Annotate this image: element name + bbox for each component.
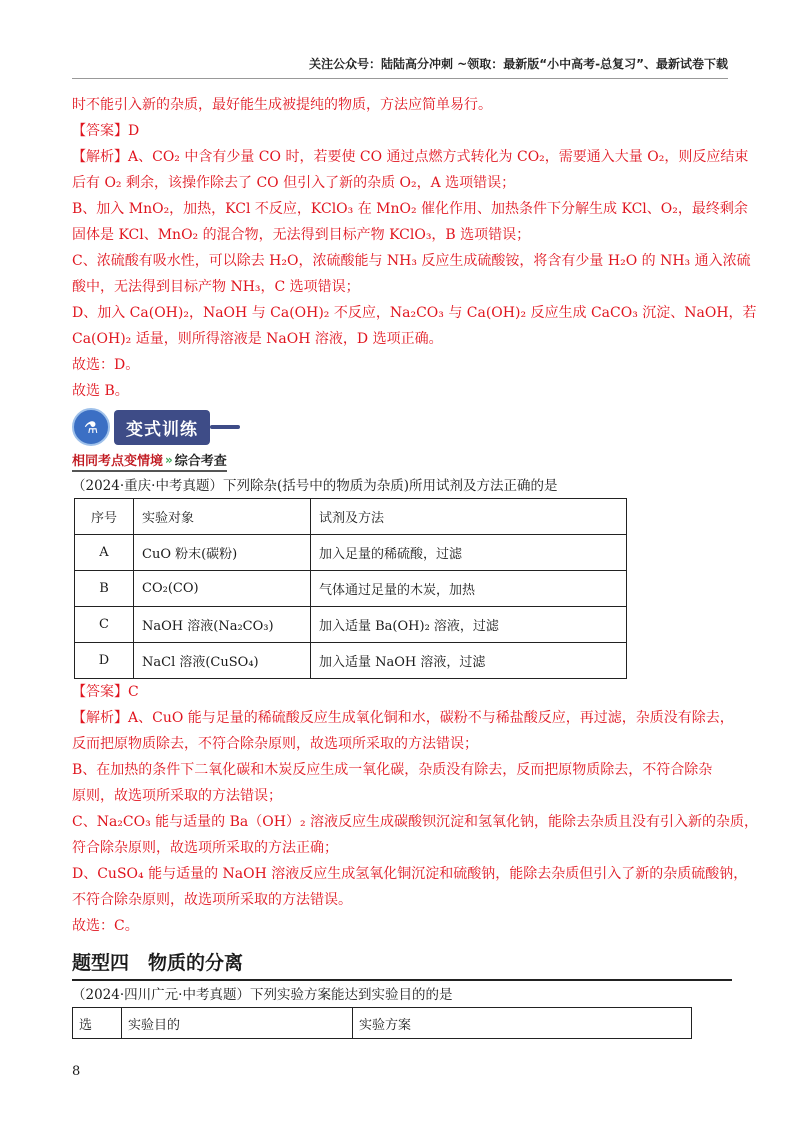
page-content — [72, 92, 759, 1039]
header-divider — [72, 78, 728, 79]
q1-analysis-line-8: 故选：D。 — [72, 357, 140, 373]
q1-answer-value: D — [128, 123, 140, 139]
table-cell: B — [75, 571, 134, 607]
q1-analysis-line-1: 后有 O₂ 剩余，该操作除去了 CO 但引入了新的杂质 O₂，A 选项错误； — [72, 175, 516, 191]
q3-options-table — [72, 1007, 692, 1039]
banner-swoosh — [210, 425, 240, 429]
q2-analysis-label: 【解析】 — [72, 710, 128, 726]
table-row — [75, 643, 627, 679]
q2-analysis-line-3: 原则，故选项所采取的方法错误； — [72, 788, 282, 804]
table-cell: CO₂(CO) — [134, 571, 311, 607]
table-cell: 加入足量的稀硫酸，过滤 — [311, 535, 627, 571]
table-header-cell: 实验方案 — [353, 1008, 692, 1039]
banner-title: 变式训练 — [114, 410, 210, 445]
section-divider — [72, 979, 732, 981]
table-cell: NaOH 溶液(Na₂CO₃) — [134, 607, 311, 643]
page-number: 8 — [72, 1064, 81, 1079]
q2-stem: （2024·重庆·中考真题）下列除杂(括号中的物质为杂质)所用试剂及方法正确的是 — [72, 478, 558, 494]
table-header-row — [73, 1008, 692, 1039]
q2-analysis-line-5: 符合除杂原则，故选项所采取的方法正确； — [72, 840, 338, 856]
table-cell: NaCl 溶液(CuSO₄) — [134, 643, 311, 679]
table-row — [75, 607, 627, 643]
table-row — [75, 535, 627, 571]
q2-analysis-line-2: B、在加热的条件下二氧化碳和木炭反应生成一氧化碳，杂质没有除去，反而把原物质除去，不符合除杂 — [72, 762, 713, 778]
subhead-part2: 综合考查 — [174, 454, 227, 469]
table-header-cell: 选 — [73, 1008, 122, 1039]
table-header-cell: 实验目的 — [122, 1008, 353, 1039]
q2-analysis-line-0 — [72, 705, 732, 731]
q1-answer-label: 【答案】 — [72, 123, 128, 139]
q1-analysis-line-4: C、浓硫酸有吸水性，可以除去 H₂O，浓硫酸能与 NH₃ 反应生成硫酸铵，将含有少量 H₂O 的 NH₃ 通入浓硫 — [72, 253, 751, 269]
q2-answer — [72, 679, 732, 705]
q2-answer-label: 【答案】 — [72, 684, 128, 700]
table-header-row — [75, 499, 627, 535]
table-cell: 加入适量 NaOH 溶液，过滤 — [311, 643, 627, 679]
table-header-cell: 试剂及方法 — [311, 499, 627, 535]
variant-training-banner — [72, 406, 732, 448]
q2-analysis-text-0: A、CuO 能与足量的稀硫酸反应生成氧化铜和水，碳粉不与稀盐酸反应，再过滤，杂质没有除去， — [128, 710, 734, 726]
subhead-part1: 相同考点变情境 — [72, 454, 164, 469]
q1-analysis-line-3: 固体是 KCl、MnO₂ 的混合物，无法得到目标产物 KClO₃，B 选项错误； — [72, 227, 531, 243]
q1-analysis-line-5: 酸中，无法得到目标产物 NH₃，C 选项错误； — [72, 279, 360, 295]
table-cell: A — [75, 535, 134, 571]
table-cell: 气体通过足量的木炭，加热 — [311, 571, 627, 607]
table-header-cell: 实验对象 — [134, 499, 311, 535]
q2-options-table — [74, 498, 627, 679]
table-cell: 加入适量 Ba(OH)₂ 溶液，过滤 — [311, 607, 627, 643]
variant-subheading — [72, 450, 227, 472]
q2-analysis-line-4: C、Na₂CO₃ 能与适量的 Ba（OH）₂ 溶液反应生成碳酸钡沉淀和氢氧化钠，能除去杂质且没有引入新的杂质， — [72, 814, 759, 830]
q1-analysis-line-7: Ca(OH)₂ 适量，则所得溶液是 NaOH 溶液，D 选项正确。 — [72, 331, 443, 347]
q2-answer-value: C — [128, 684, 139, 700]
q2-analysis-line-6: D、CuSO₄ 能与适量的 NaOH 溶液反应生成氢氧化铜沉淀和硫酸钠，能除去杂质但引入了新的杂质硫酸钠， — [72, 866, 748, 882]
table-header-cell: 序号 — [75, 499, 134, 535]
intro-line: 时不能引入新的杂质，最好能生成被提纯的物质，方法应简单易行。 — [72, 97, 492, 113]
q1-final: 故选 B。 — [72, 383, 129, 399]
table-row — [75, 571, 627, 607]
q3-stem: （2024·四川广元·中考真题）下列实验方案能达到实验目的的是 — [72, 987, 453, 1003]
table-cell: C — [75, 607, 134, 643]
section-title: 题型四 物质的分离 — [72, 952, 244, 974]
double-arrow-icon: » — [165, 452, 173, 467]
q1-analysis-line-6: D、加入 Ca(OH)₂，NaOH 与 Ca(OH)₂ 不反应，Na₂CO₃ 与 Ca(OH)₂ 反应生成 CaCO₃ 沉淀、NaOH，若 — [72, 305, 757, 321]
table-cell: D — [75, 643, 134, 679]
q2-analysis-line-1: 反而把原物质除去，不符合除杂原则，故选项所采取的方法错误； — [72, 736, 478, 752]
q1-analysis-label: 【解析】 — [72, 149, 128, 165]
q2-analysis-line-8: 故选：C。 — [72, 918, 139, 934]
flask-icon: ⚗ — [72, 408, 110, 446]
q1-analysis-line-0 — [72, 144, 749, 170]
table-cell: CuO 粉末(碳粉) — [134, 535, 311, 571]
q2-analysis-line-7: 不符合除杂原则，故选项所采取的方法错误。 — [72, 892, 352, 908]
q1-analysis-text-0: A、CO₂ 中含有少量 CO 时，若要使 CO 通过点燃方式转化为 CO₂，需要通入大量 O₂，则反应结束 — [128, 149, 749, 165]
q1-analysis-line-2: B、加入 MnO₂，加热，KCl 不反应，KClO₃ 在 MnO₂ 催化作用、加热条件下分解生成 KCl、O₂，最终剩余 — [72, 201, 748, 217]
page-header: 关注公众号：陆陆高分冲刺 ~领取：最新版“小中高考-总复习”、最新试卷下载 — [309, 57, 728, 71]
q1-answer — [72, 118, 732, 144]
